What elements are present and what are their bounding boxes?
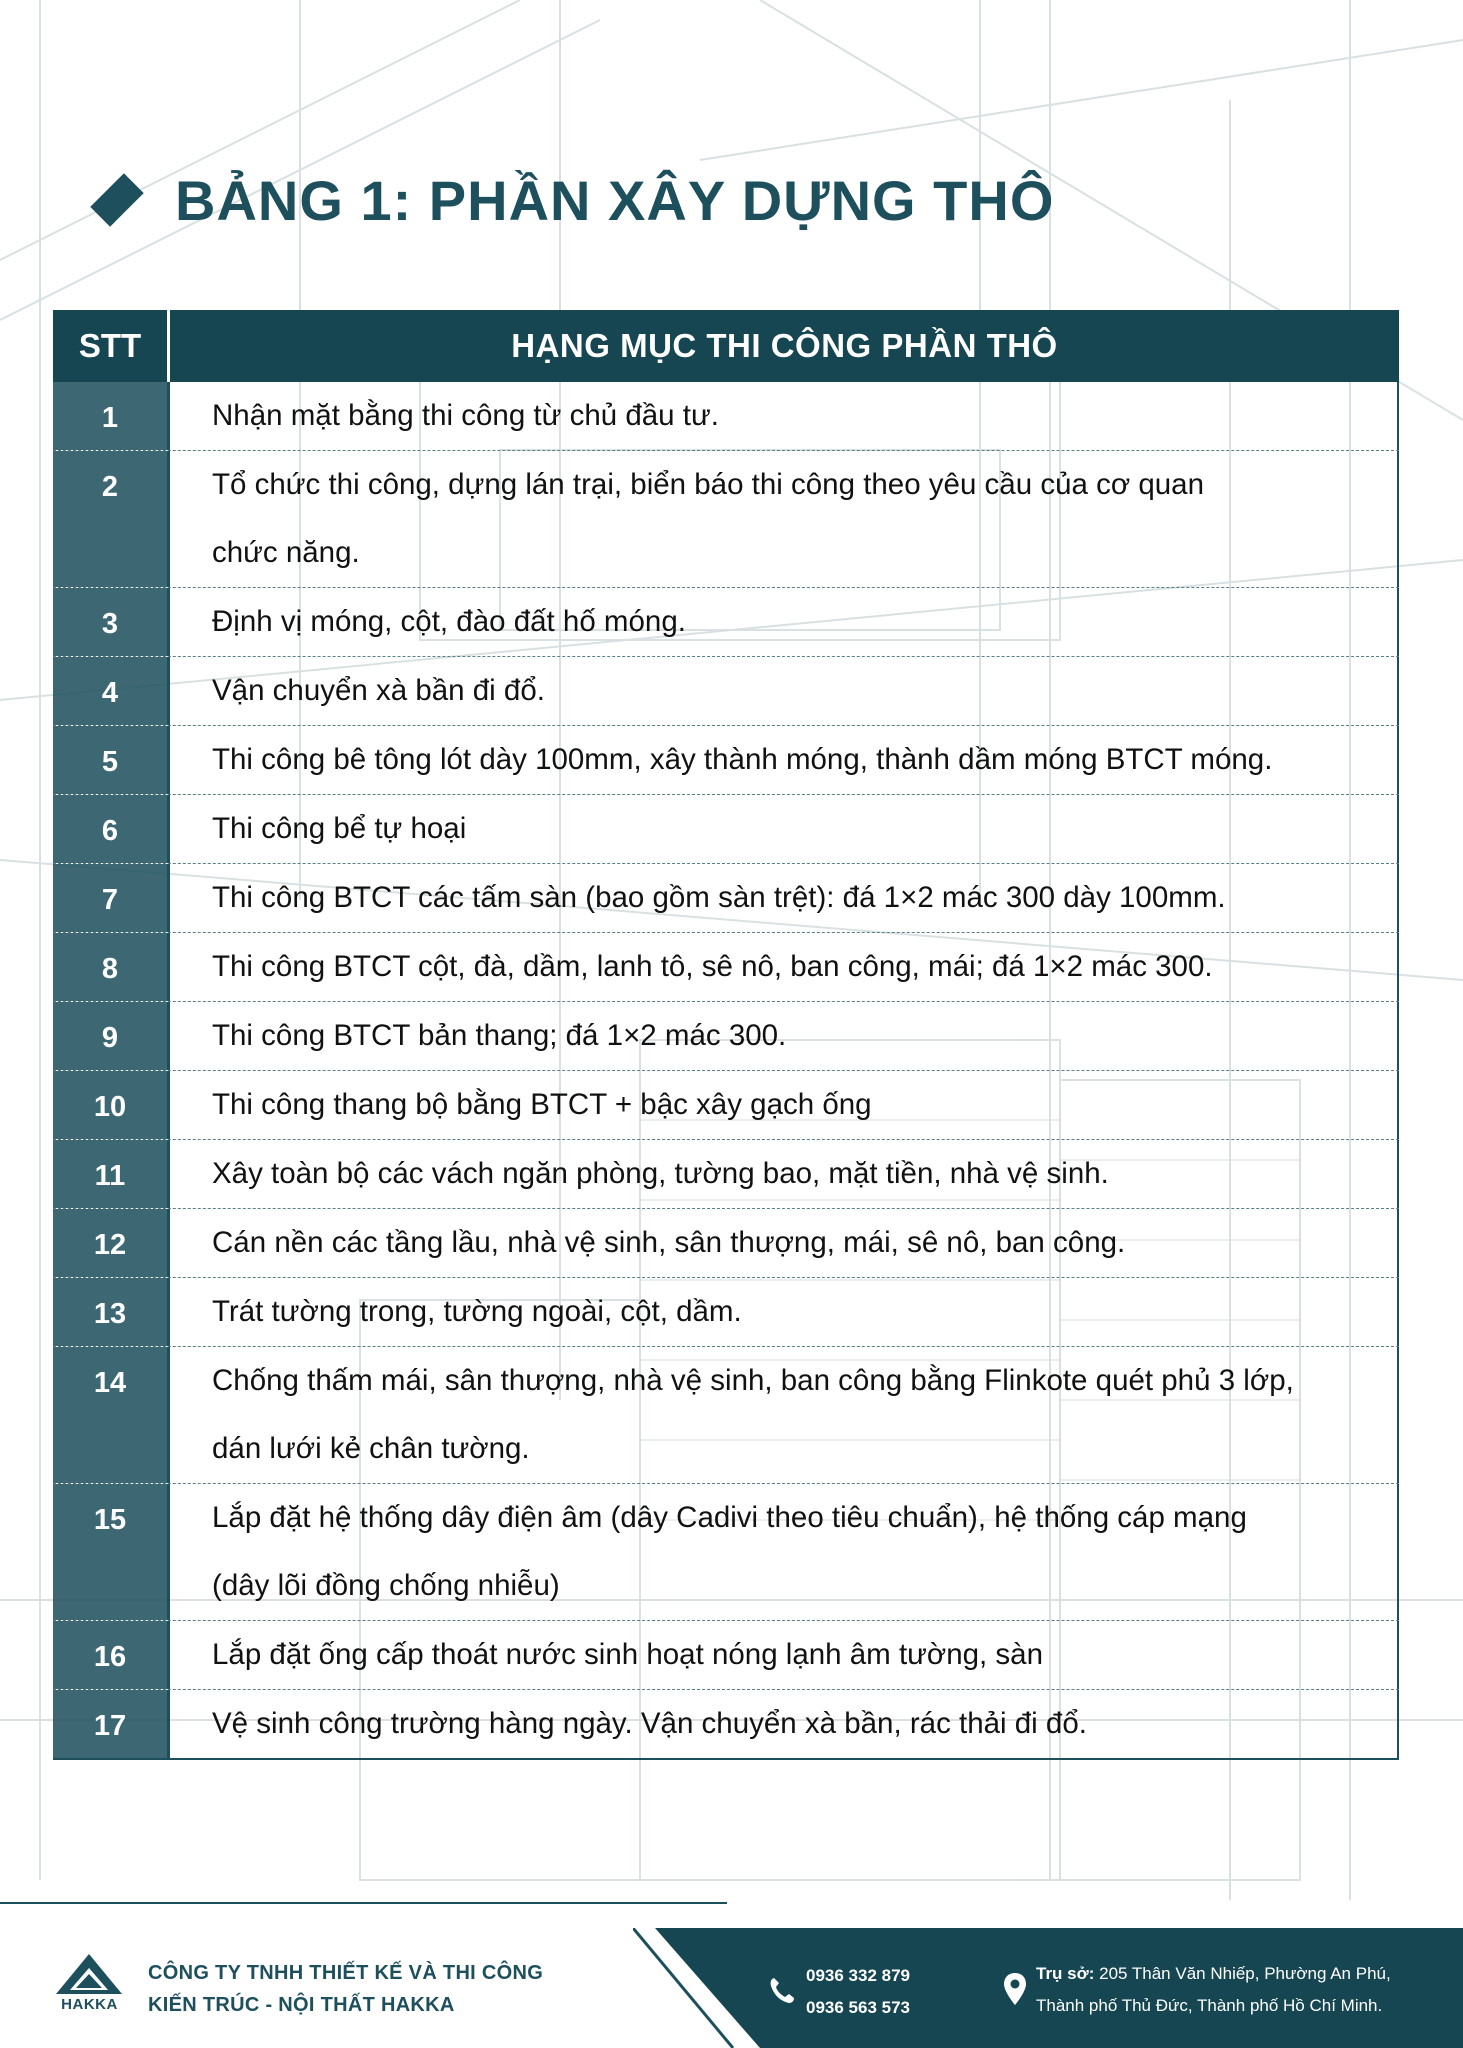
table-row <box>53 726 1399 795</box>
description-line: dán lưới kẻ chân tường. <box>212 1432 530 1465</box>
row-number: 6 <box>53 795 170 863</box>
company-name <box>148 1957 543 2021</box>
row-number: 10 <box>53 1071 170 1139</box>
row-number: 14 <box>53 1347 170 1483</box>
row-number: 8 <box>53 933 170 1001</box>
header-item: HẠNG MỤC THI CÔNG PHẦN THÔ <box>511 327 1058 364</box>
table-row <box>53 1002 1399 1071</box>
table-row <box>53 382 1399 451</box>
description-line: Lắp đặt hệ thống dây điện âm (dây Cadivi theo tiêu chuẩn), hệ thống cáp mạng <box>212 1501 1247 1534</box>
row-description <box>170 451 1399 587</box>
phone-2[interactable]: 0936 563 573 <box>806 1998 910 2017</box>
table-row <box>53 1621 1399 1690</box>
row-number: 16 <box>53 1621 170 1689</box>
row-description <box>170 1140 1399 1208</box>
row-description <box>170 1209 1399 1277</box>
table-row <box>53 1071 1399 1140</box>
description-line: chức năng. <box>212 536 360 569</box>
header-stt: STT <box>53 310 170 382</box>
description-line: Vệ sinh công trường hàng ngày. Vận chuyển xà bần, rác thải đi đổ. <box>212 1707 1087 1740</box>
hakka-logo-icon <box>52 1950 127 2040</box>
footer-divider <box>0 1902 727 1904</box>
row-number: 5 <box>53 726 170 794</box>
description-line: Thi công bê tông lót dày 100mm, xây thành móng, thành dầm móng BTCT móng. <box>212 743 1273 776</box>
table-row <box>53 795 1399 864</box>
description-line: Thi công BTCT bản thang; đá 1×2 mác 300. <box>212 1019 787 1052</box>
row-description <box>170 726 1399 794</box>
table-row <box>53 1209 1399 1278</box>
row-description <box>170 1621 1399 1689</box>
row-number: 9 <box>53 1002 170 1070</box>
table-body <box>53 382 1399 1758</box>
row-number: 11 <box>53 1140 170 1208</box>
address <box>1036 1958 1391 2022</box>
table-row <box>53 1484 1399 1621</box>
description-line: Thi công bể tự hoại <box>212 812 467 845</box>
description-line: Xây toàn bộ các vách ngăn phòng, tường bao, mặt tiền, nhà vệ sinh. <box>212 1157 1109 1190</box>
row-description <box>170 864 1399 932</box>
row-number: 13 <box>53 1278 170 1346</box>
address-line-1: 205 Thân Văn Nhiếp, Phường An Phú, <box>1099 1964 1391 1983</box>
row-description <box>170 933 1399 1001</box>
location-pin-icon <box>1002 1972 1028 2006</box>
title-row <box>95 160 1054 240</box>
page-title: BẢNG 1: PHẦN XÂY DỰNG THÔ <box>175 168 1055 232</box>
row-number: 17 <box>53 1690 170 1758</box>
row-number: 15 <box>53 1484 170 1620</box>
description-line: Chống thấm mái, sân thượng, nhà vệ sinh, ban công bằng Flinkote quét phủ 3 lớp, <box>212 1364 1294 1397</box>
table-header <box>53 310 1399 382</box>
address-label: Trụ sở: <box>1036 1964 1095 1983</box>
phone-1[interactable]: 0936 332 879 <box>806 1966 910 1985</box>
table-row <box>53 864 1399 933</box>
table-row <box>53 451 1399 588</box>
row-description <box>170 1071 1399 1139</box>
description-line: Thi công BTCT cột, đà, dầm, lanh tô, sê nô, ban công, mái; đá 1×2 mác 300. <box>212 950 1213 983</box>
row-description <box>170 1002 1399 1070</box>
row-description <box>170 795 1399 863</box>
row-number: 12 <box>53 1209 170 1277</box>
description-line: Định vị móng, cột, đào đất hố móng. <box>212 605 686 638</box>
description-line: Nhận mặt bằng thi công từ chủ đầu tư. <box>212 399 719 432</box>
table-row <box>53 657 1399 726</box>
row-number: 3 <box>53 588 170 656</box>
table-row <box>53 933 1399 1002</box>
table-row <box>53 1347 1399 1484</box>
description-line: Cán nền các tầng lầu, nhà vệ sinh, sân thượng, mái, sê nô, ban công. <box>212 1226 1126 1259</box>
row-description <box>170 382 1399 450</box>
row-description <box>170 588 1399 656</box>
row-number: 1 <box>53 382 170 450</box>
table-row <box>53 588 1399 657</box>
description-line: (dây lõi đồng chống nhiễu) <box>212 1569 560 1602</box>
table-row <box>53 1278 1399 1347</box>
row-number: 2 <box>53 451 170 587</box>
phone-icon <box>768 1975 796 2005</box>
row-number: 4 <box>53 657 170 725</box>
row-number: 7 <box>53 864 170 932</box>
diamond-bullet-icon <box>90 173 143 226</box>
description-line: Tổ chức thi công, dựng lán trại, biển báo thi công theo yêu cầu của cơ quan <box>212 468 1204 501</box>
table-row <box>53 1140 1399 1209</box>
description-line: Thi công BTCT các tấm sàn (bao gồm sàn trệt): đá 1×2 mác 300 dày 100mm. <box>212 881 1226 914</box>
address-line-2: Thành phố Thủ Đức, Thành phố Hồ Chí Minh. <box>1036 1996 1383 2015</box>
phone-numbers <box>806 1960 910 2024</box>
description-line: Vận chuyển xà bần đi đổ. <box>212 674 545 707</box>
construction-items-table <box>53 310 1399 1760</box>
description-line: Thi công thang bộ bằng BTCT + bậc xây gạch ống <box>212 1088 872 1121</box>
description-line: Trát tường trong, tường ngoài, cột, dầm. <box>212 1295 742 1328</box>
row-description <box>170 657 1399 725</box>
company-line-1: CÔNG TY TNHH THIẾT KẾ VÀ THI CÔNG <box>148 1962 544 1984</box>
description-line: Lắp đặt ống cấp thoát nước sinh hoạt nóng lạnh âm tường, sàn <box>212 1638 1043 1671</box>
logo-text: HAKKA <box>61 1996 118 2013</box>
row-description <box>170 1690 1399 1758</box>
row-description <box>170 1484 1399 1620</box>
table-row <box>53 1690 1399 1758</box>
company-line-2: KIẾN TRÚC - NỘI THẤT HAKKA <box>148 1994 455 2016</box>
row-description <box>170 1347 1399 1483</box>
row-description <box>170 1278 1399 1346</box>
